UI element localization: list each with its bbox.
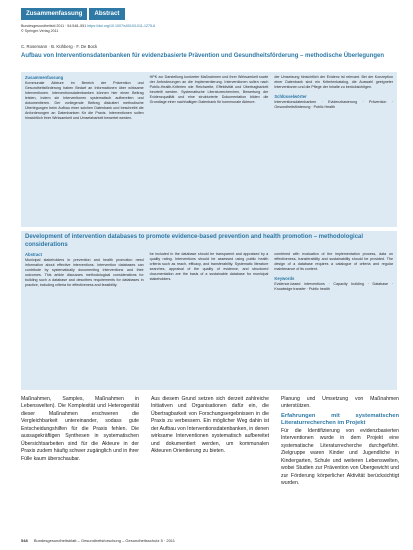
keywords-en: Evidence-based interventions · Capacity building · Database · Knowledge transfer · Public health — [274, 282, 394, 292]
body-text — [21, 396, 399, 488]
tab-zusammenfassung: Zusammenfassung — [21, 8, 87, 20]
section-heading: Erfahrungen mit systematischen Literaturrecherchen im Projekt — [281, 412, 399, 427]
body-col2: Aus diesem Grund setzen sich derzeit zahlreiche Initiativen und Organisationen dafür ein, die Übertragbarkeit von Forschungsergebnissen in die Praxis zu verbessern. Ein möglicher Weg dahin ist der Aufbau von Interventionsdatenbanken, in denen wirksame Interventionen systematisch aufbereitet und dokumentiert werden, um kommunalen Akteuren Orientierung zu bieten. — [151, 396, 269, 455]
author-list: C. Rosemann · B. Kühberg · F. De Bock — [21, 44, 98, 49]
page-number: 548 — [21, 538, 28, 543]
body-col3 — [281, 396, 399, 488]
abstract-en-text3: combined with evaluation of the implementation process, data on effectiveness, transferability and sustainability should be provided. The design of a database requires a catalogue of criteria and regular maintenance of its content. — [274, 252, 394, 272]
keywords-de-heading: Schlüsselwörter — [274, 94, 307, 100]
abstract-de-box — [21, 72, 397, 227]
abstract-de-col1 — [25, 75, 144, 121]
section-header-bar — [21, 8, 399, 20]
abstract-en-text2: be included in the database should be transparent and appraised by a quality rating. Interventions should be assessed using public health criteria such as reach, efficacy, and transferability. Systematic literature searches, appraisal of the quality of evidence, and structured documentation are the basis of a sustainable database for municipal stakeholders. — [149, 252, 269, 282]
abstract-en-col1 — [25, 252, 144, 292]
page-footer — [21, 538, 175, 543]
abstract-de-text3: der Umsetzung hinsichtlich der Evidenz ist relevant. Bei der Konzeption einer Datenbank sind ein Kriterienkatalog, die Auswahl geeigneter Interventionen und die Pflege der Inhalte zu berücksichtigen. — [274, 75, 394, 90]
body-col3-text: Für die Identifizierung von evidenzbasierten Interventionen wurde in dem Projekt eine systematische Literaturrecherche durchgeführt. Zielgruppe waren Kinder und Jugendliche in Kindergarten, Schule und weiteren Lebenswelten, wobei Studien zur Prävention von Übergewicht und zur Förderung körperlicher Aktivität berücksichtigt wurden. — [281, 427, 399, 487]
abstract-en-box — [21, 231, 397, 390]
keywords-en-heading: Keywords — [274, 276, 295, 282]
abstract-de-text1: Kommunale Akteure im Bereich der Prävention und Gesundheitsförderung haben Bedarf an Informationen über wirksame Interventionen. Interventionsdatenbanken können hier einen Beitrag leisten, indem sie Interventionen systematisch aufbereiten und dokumentieren. Der vorliegende Beitrag diskutiert methodische Überlegungen beim Aufbau einer solchen Datenbank und beschreibt die Anforderungen an Datenbanken für die Praxis. Interventionen sollen hinsichtlich ihrer Wirksamkeit und Umsetzbarkeit bewertet werden. — [25, 81, 144, 121]
doi-link[interactable]: https://doi.org/10.1007/s00103-011-1275-6 — [87, 24, 156, 28]
body-col3-intro: Planung und Umsetzung von Maßnahmen unterstützen. — [281, 396, 399, 410]
body-col1: Maßnahmen, Samples, Maßnahmen in Lebenswelten). Die Komplexität und Heterogenität dieser Maßnahmen erschweren die Vergleichbarkeit untereinander, sodass gute Entscheidungshilfen für die Praxis fehlen. Die aussagekräftigen Synthesen in systematischen Übersichtsarbeiten sind für die Akteure in der Praxis zudem häufig schwer zugänglich und in ihrer Fülle kaum überschaubar. — [21, 396, 139, 462]
tab-abstract: Abstract — [89, 8, 124, 20]
abstract-de-col3 — [274, 75, 393, 121]
journal-name: Bundesgesundheitsblatt – Gesundheitsforschung – Gesundheitsschutz 5 · 2011 — [33, 538, 175, 543]
abstract-en-col2 — [150, 252, 269, 292]
copyright: © Springer-Verlag 2011 — [21, 29, 59, 33]
abstract-de-col2 — [150, 75, 269, 121]
abstract-en-text1: Municipal stakeholders in prevention and health promotion need information about effective interventions. Intervention databases can contribute by systematically documenting interventions and their outcomes. This article discusses methodological considerations for building such a database and describes requirements for databases in practice, including criteria for effectiveness and feasibility. — [25, 258, 144, 288]
keywords-de: Interventionsdatenbanken · Evidenzbasierung · Prävention · Gesundheitsförderung · Public Health — [274, 100, 394, 110]
article-title-en: Development of intervention databases to promote evidence-based prevention and health promotion – methodological considerations — [25, 234, 364, 248]
article-meta — [21, 24, 399, 34]
abstract-de-heading: Zusammenfassung — [25, 75, 64, 80]
article-title-de: Aufbau von Interventionsdatenbanken für evidenzbasierte Prävention und Gesundheitsförderung – methodische Überlegungen — [21, 53, 385, 59]
abstract-en-heading: Abstract — [25, 252, 42, 257]
abstract-de-text2: HPK zur Darstellung konkreter Maßnahmen und ihrer Wirksamkeit sowie der Anforderungen an die Implementierung. Interventionen sollen nach Public-Health-Kriterien wie Reichweite, Effektivität und Übertragbarkeit beurteilt werden. Systematische Literaturrecherchen, Bewertung der Evidenzqualität und eine strukturierte Dokumentation bilden die Grundlage einer nachhaltigen Datenbank für kommunale Akteure. — [149, 75, 269, 105]
citation: Bundesgesundheitsbl 2011 · 54:548–551 — [21, 24, 87, 28]
abstract-en-col3 — [274, 252, 393, 292]
